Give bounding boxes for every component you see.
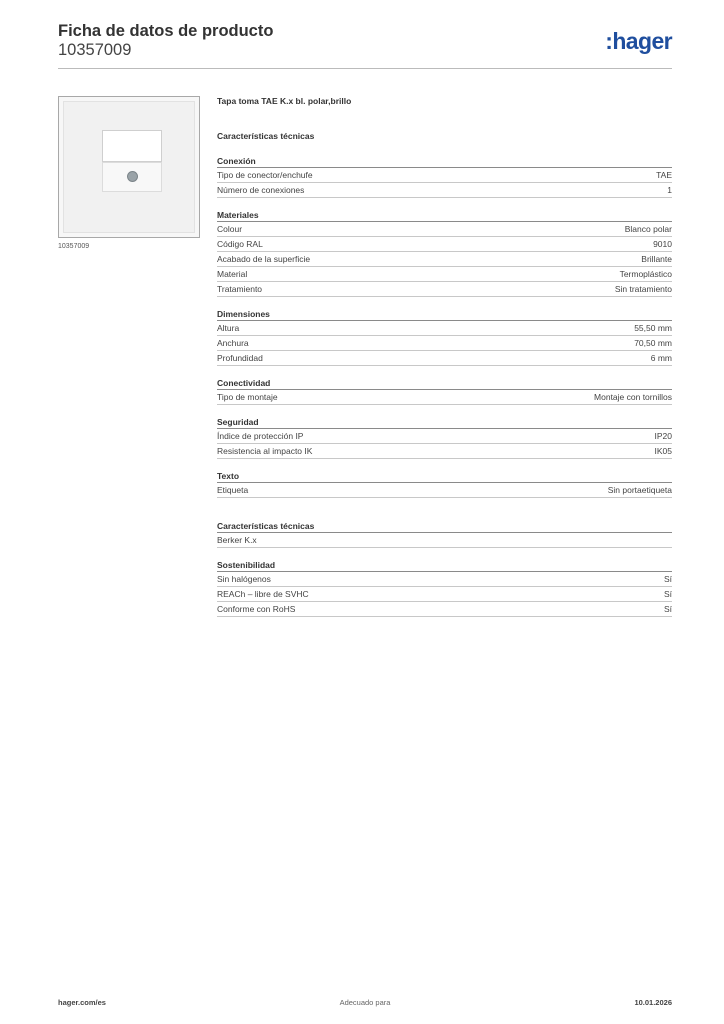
section-title: Conectividad <box>217 377 672 390</box>
spec-value: Sin portaetiqueta <box>607 485 672 495</box>
spec-row <box>217 602 672 617</box>
hager-logo: :hager <box>605 28 672 54</box>
spec-value: 9010 <box>653 239 672 249</box>
screw-icon <box>127 171 138 182</box>
product-name: Tapa toma TAE K.x bl. polar,brillo <box>217 96 352 106</box>
spec-value: 70,50 mm <box>634 338 672 348</box>
spec-label: Tratamiento <box>217 284 263 294</box>
spec-label: Sin halógenos <box>217 574 271 584</box>
spec-section <box>217 470 672 498</box>
tech-heading: Características técnicas <box>217 131 315 141</box>
spec-row <box>217 282 672 297</box>
spec-section <box>217 520 672 548</box>
section-title: Seguridad <box>217 416 672 429</box>
header-divider <box>58 68 672 69</box>
spec-value: Sí <box>663 604 672 614</box>
spec-section <box>217 209 672 297</box>
spec-value: TAE <box>656 170 672 180</box>
socket-lower-panel <box>102 162 162 192</box>
footer-website: hager.com/es <box>58 998 106 1007</box>
spec-value: Sin tratamiento <box>614 284 672 294</box>
spec-label: REACh – libre de SVHC <box>217 589 309 599</box>
spec-value: Blanco polar <box>624 224 672 234</box>
spec-value: IK05 <box>654 446 672 456</box>
spec-row <box>217 444 672 459</box>
spec-section <box>217 416 672 459</box>
spec-label: Altura <box>217 323 240 333</box>
spec-value: Sí <box>663 574 672 584</box>
spec-row <box>217 351 672 366</box>
spec-row <box>217 168 672 183</box>
spec-label: Colour <box>217 224 243 234</box>
spec-label: Berker K.x <box>217 535 257 545</box>
spec-section <box>217 377 672 405</box>
spec-content <box>217 96 672 617</box>
spec-value: 55,50 mm <box>634 323 672 333</box>
page-header <box>58 22 273 60</box>
product-image <box>58 96 200 238</box>
product-number: 10357009 <box>58 41 132 59</box>
spec-value: Termoplástico <box>619 269 672 279</box>
spec-row <box>217 483 672 498</box>
spec-row <box>217 237 672 252</box>
section-title: Materiales <box>217 209 672 222</box>
spec-row <box>217 587 672 602</box>
spec-value: IP20 <box>654 431 672 441</box>
image-caption: 10357009 <box>58 243 90 250</box>
spec-label: Resistencia al impacto IK <box>217 446 313 456</box>
spec-label: Conforme con RoHS <box>217 604 296 614</box>
spec-value: 1 <box>667 185 672 195</box>
footer-middle: Adecuado para <box>339 998 391 1007</box>
spec-section <box>217 155 672 198</box>
section-title: Sostenibilidad <box>217 559 672 572</box>
spec-row <box>217 336 672 351</box>
spec-sections <box>217 155 672 498</box>
spec-row <box>217 321 672 336</box>
document-title: Ficha de datos de producto <box>58 22 274 40</box>
spec-label: Material <box>217 269 248 279</box>
spec-row <box>217 222 672 237</box>
spec-label: Anchura <box>217 338 249 348</box>
spec-label: Etiqueta <box>217 485 249 495</box>
spec-value: 6 mm <box>650 353 672 363</box>
spec-section <box>217 308 672 366</box>
socket-window <box>102 130 162 162</box>
section-title: Texto <box>217 470 672 483</box>
spec-row <box>217 390 672 405</box>
section-title: Conexión <box>217 155 672 168</box>
spec-section <box>217 559 672 617</box>
cover-plate <box>63 101 195 233</box>
spec-row <box>217 252 672 267</box>
spec-label: Índice de protección IP <box>217 431 304 441</box>
spec-row <box>217 267 672 282</box>
footer-date: 10.01.2026 <box>634 998 672 1007</box>
spec-value: Sí <box>663 589 672 599</box>
spec-label: Código RAL <box>217 239 263 249</box>
spec-value: Brillante <box>641 254 672 264</box>
spec-label: Profundidad <box>217 353 263 363</box>
spec-row <box>217 183 672 198</box>
spec-row <box>217 533 672 548</box>
spec-row <box>217 429 672 444</box>
spec-label: Tipo de conector/enchufe <box>217 170 313 180</box>
spec-value: Montaje con tornillos <box>594 392 672 402</box>
spec-row <box>217 572 672 587</box>
section-title: Dimensiones <box>217 308 672 321</box>
spec-sections-2 <box>217 520 672 617</box>
spec-label: Número de conexiones <box>217 185 305 195</box>
spec-label: Tipo de montaje <box>217 392 278 402</box>
spec-label: Acabado de la superficie <box>217 254 311 264</box>
section-title: Características técnicas <box>217 520 672 533</box>
